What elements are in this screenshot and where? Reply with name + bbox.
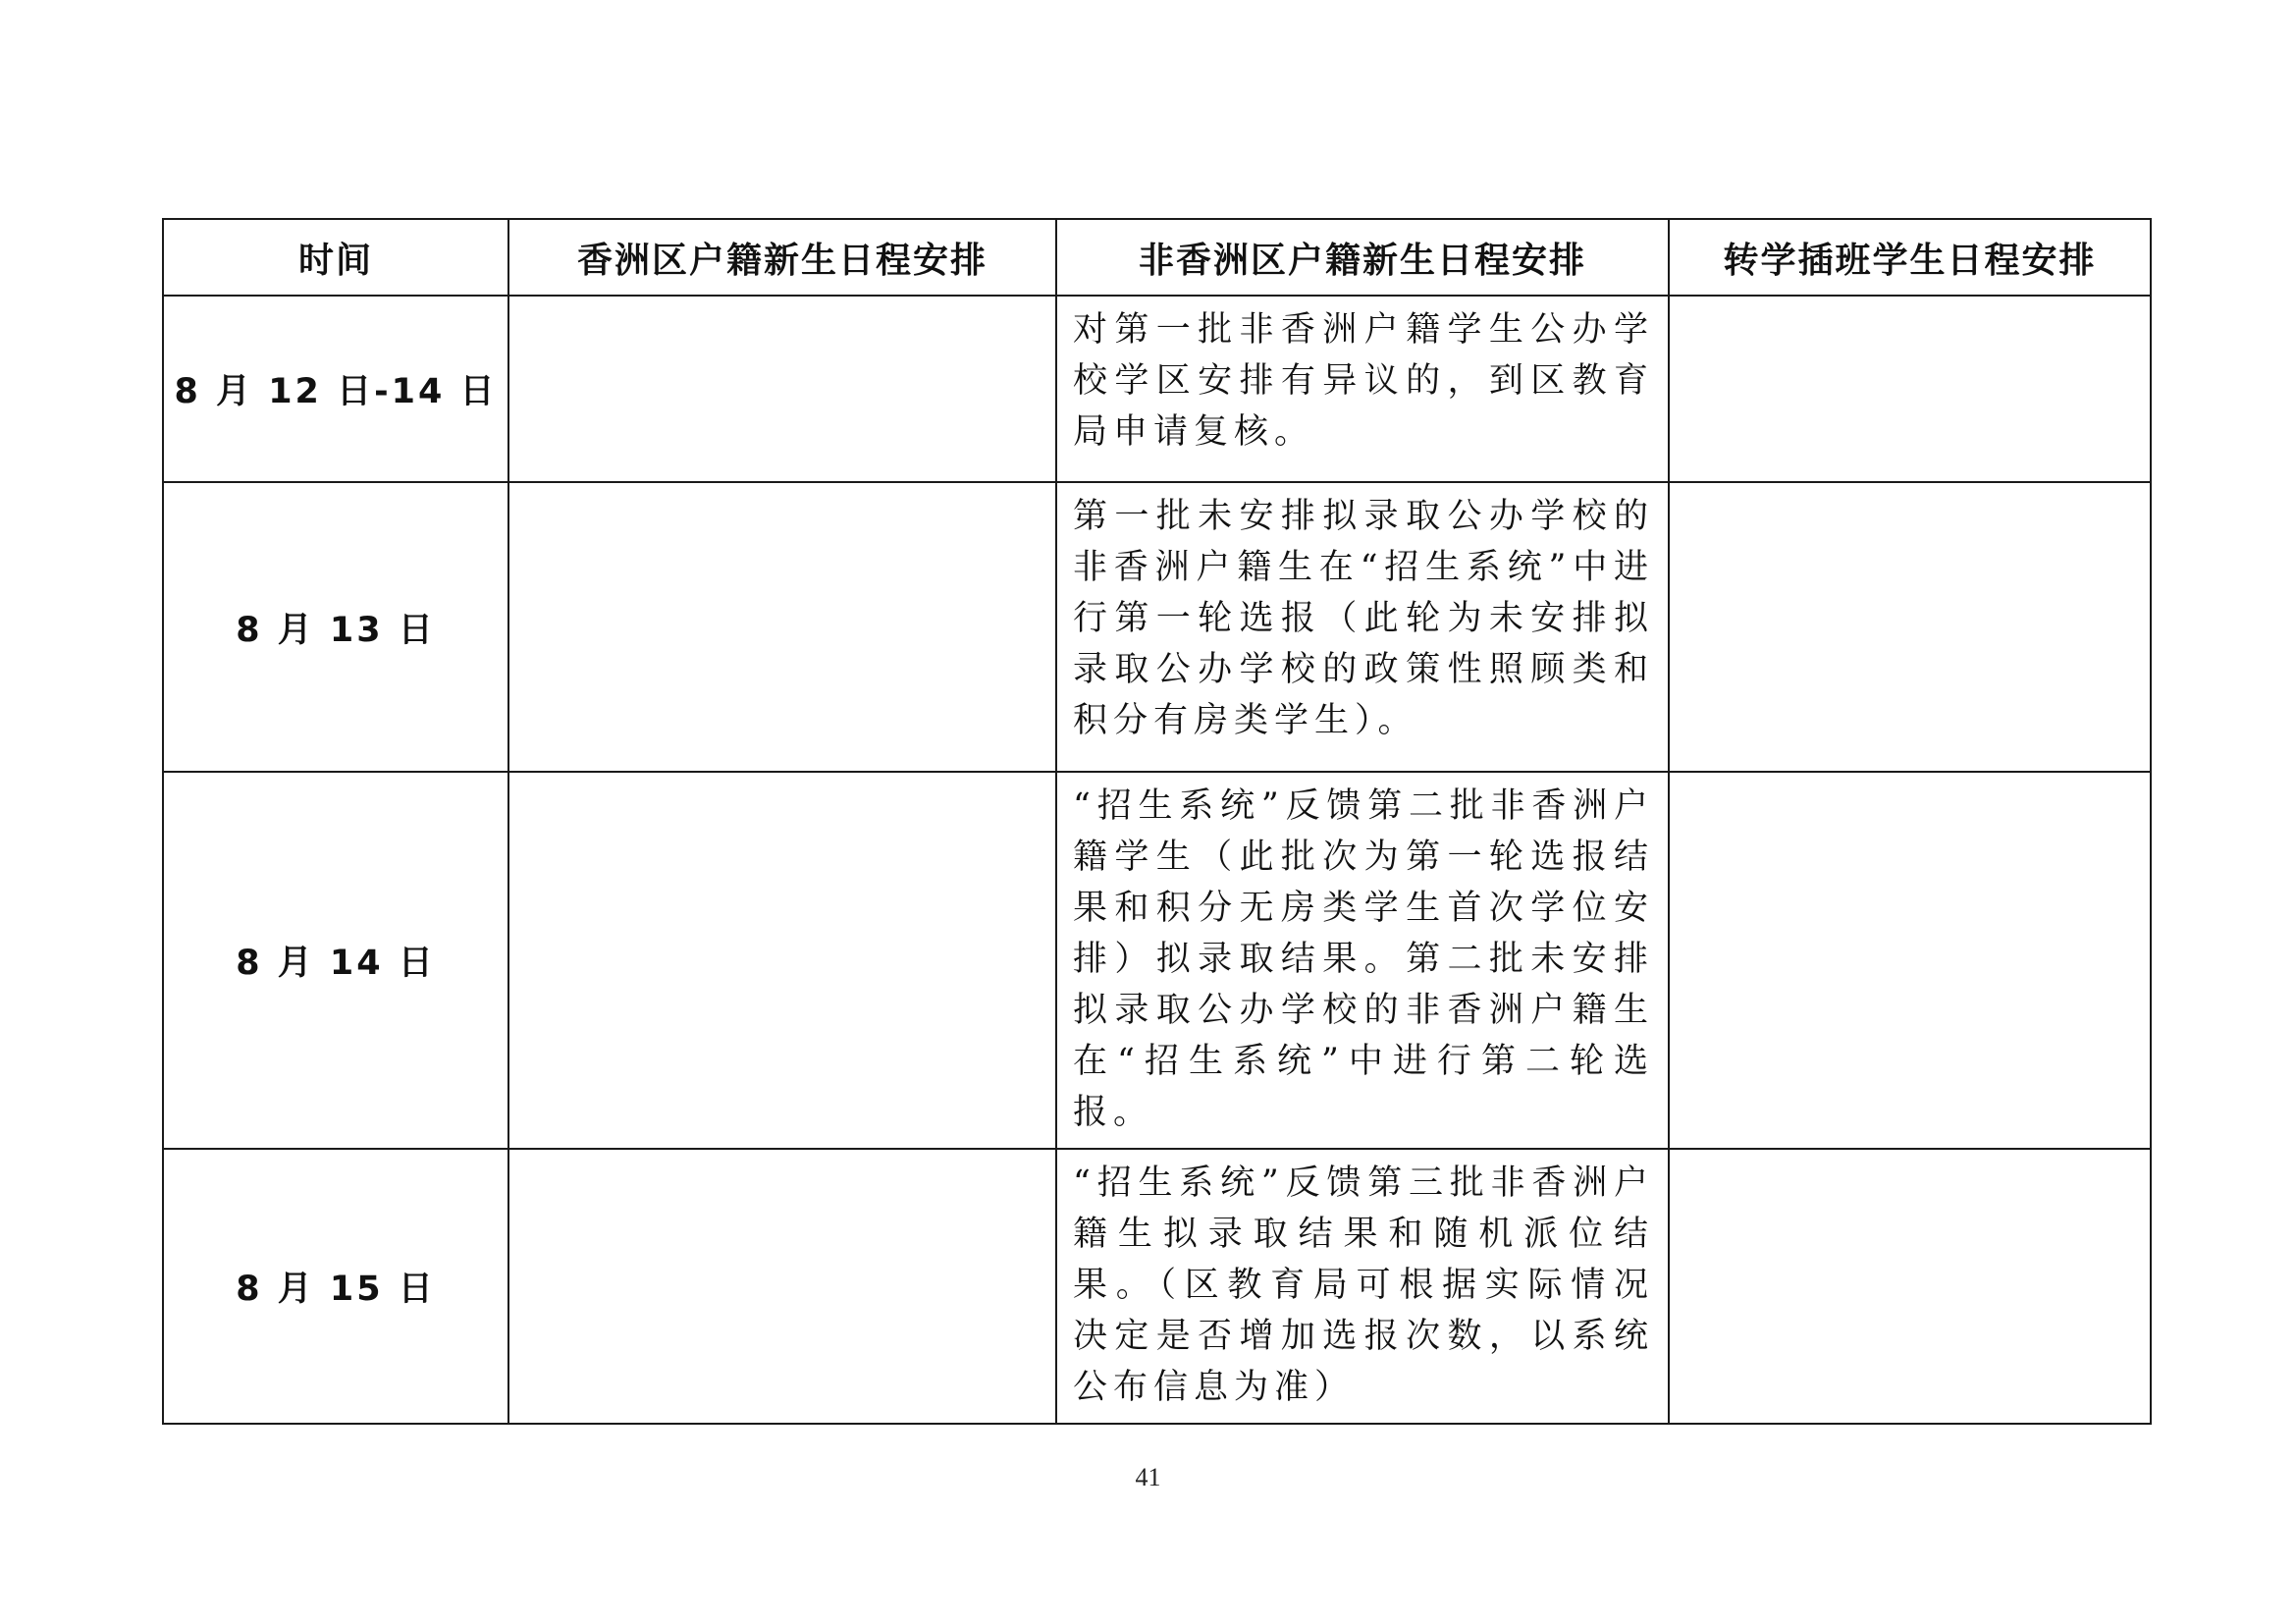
nonlocal-schedule-cell: 对第一批非香洲户籍学生公办学校学区安排有异议的，到区教育局申请复核。 (1056, 296, 1669, 482)
page-number: 41 (1135, 1463, 1161, 1491)
transfer-schedule-cell (1669, 482, 2151, 772)
transfer-schedule-cell (1669, 1149, 2151, 1424)
header-time: 时间 (163, 219, 508, 296)
table-row (163, 1149, 2151, 1424)
time-cell: 8 月 15 日 (163, 1149, 508, 1424)
nonlocal-schedule-cell: “招生系统”反馈第三批非香洲户籍生拟录取结果和随机派位结果。（区教育局可根据实际情况决定是否增加选报次数，以系统公布信息为准） (1056, 1149, 1669, 1424)
time-cell: 8 月 14 日 (163, 772, 508, 1149)
nonlocal-schedule-cell: “招生系统”反馈第二批非香洲户籍学生（此批次为第一轮选报结果和积分无房类学生首次学位安排）拟录取结果。第二批未安排拟录取公办学校的非香洲户籍生在“招生系统”中进行第二轮选报。 (1056, 772, 1669, 1149)
local-schedule-cell (508, 482, 1056, 772)
header-transfer-students: 转学插班学生日程安排 (1669, 219, 2151, 296)
transfer-schedule-cell (1669, 296, 2151, 482)
table-header-row (163, 219, 2151, 296)
header-local-students: 香洲区户籍新生日程安排 (508, 219, 1056, 296)
local-schedule-cell (508, 772, 1056, 1149)
time-cell: 8 月 13 日 (163, 482, 508, 772)
transfer-schedule-cell (1669, 772, 2151, 1149)
table-row (163, 772, 2151, 1149)
table-row (163, 482, 2151, 772)
local-schedule-cell (508, 296, 1056, 482)
header-nonlocal-students: 非香洲区户籍新生日程安排 (1056, 219, 1669, 296)
schedule-table (162, 218, 2152, 1425)
nonlocal-schedule-cell: 第一批未安排拟录取公办学校的非香洲户籍生在“招生系统”中进行第一轮选报（此轮为未安排拟录取公办学校的政策性照顾类和积分有房类学生）。 (1056, 482, 1669, 772)
table-row (163, 296, 2151, 482)
local-schedule-cell (508, 1149, 1056, 1424)
time-cell: 8 月 12 日-14 日 (163, 296, 508, 482)
